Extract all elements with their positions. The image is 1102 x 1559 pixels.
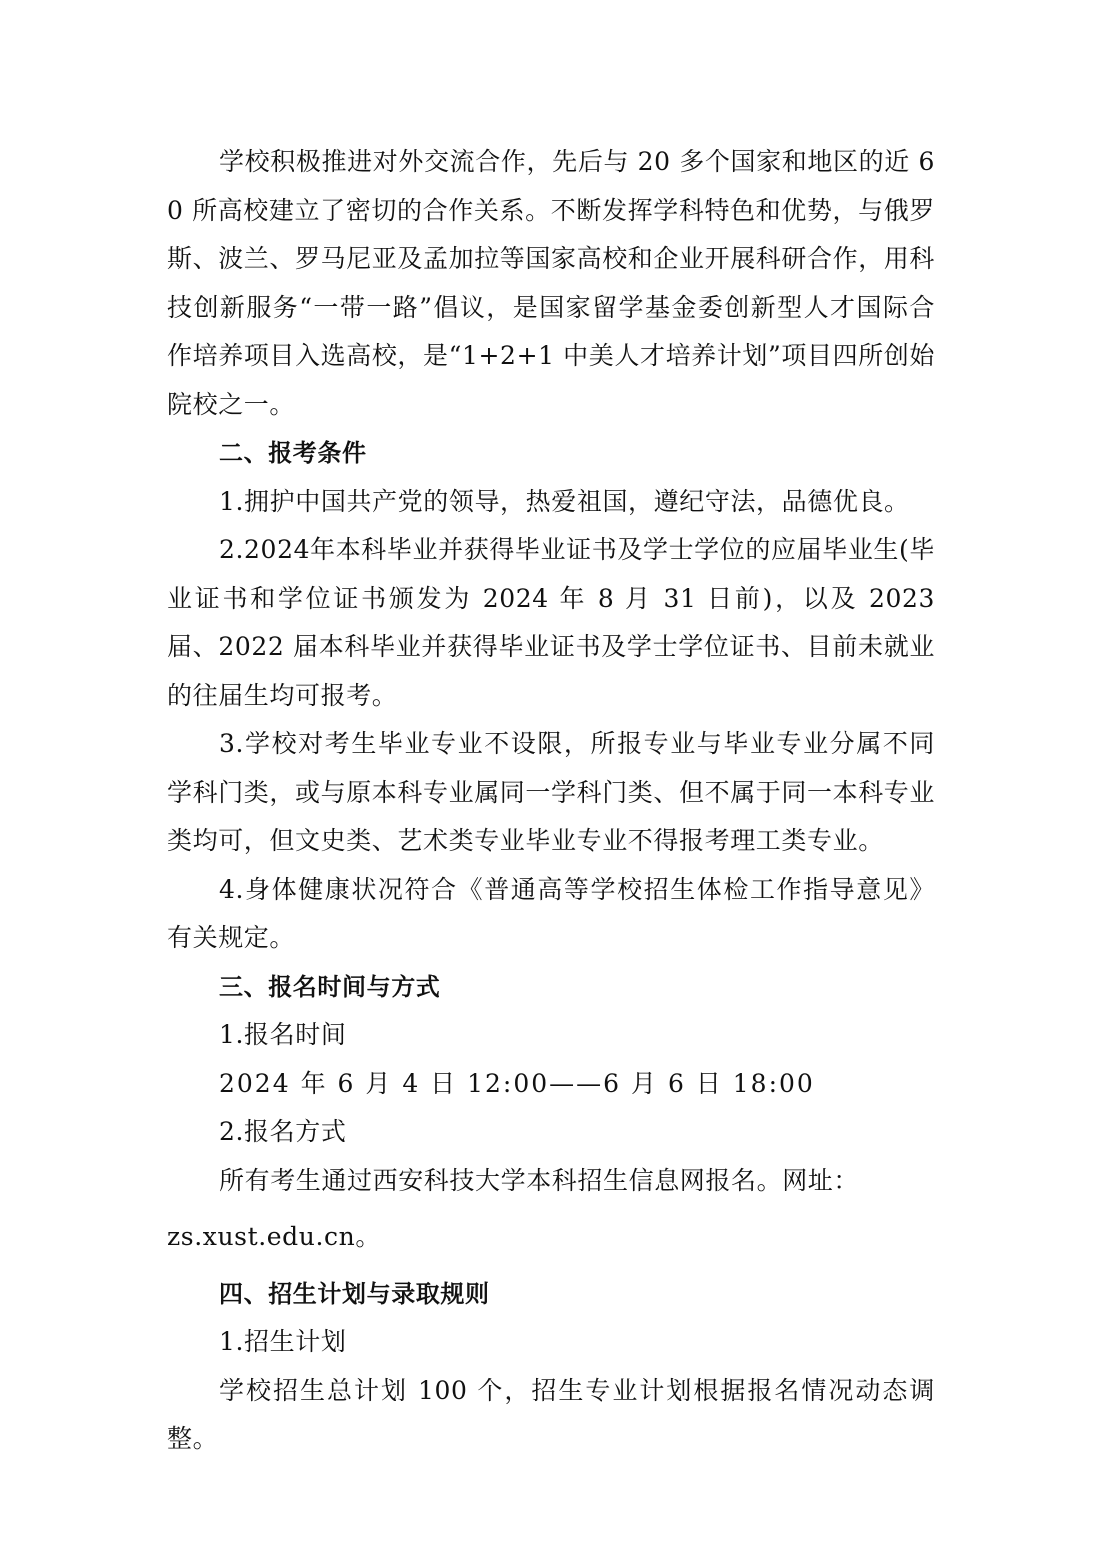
enrollment-plan-text: 学校招生总计划 100 个，招生专业计划根据报名情况动态调整。 — [167, 1375, 935, 1453]
eligibility-item-4: 4.身体健康状况符合《普通高等学校招生体检工作指导意见》有关规定。 — [167, 874, 935, 952]
paragraph-international-exchange: 学校积极推进对外交流合作，先后与 20 多个国家和地区的近 60 所高校建立了密切的合作关系。不断发挥学科特色和优势，与俄罗斯、波兰、罗马尼亚及孟加拉等国家高校和企业开展科研合作，用科技创新服务“一带一路”倡议，是国家留学基金委创新型人才国际合作培养项目入选高校，是“1+2+1 中美人才培养计划”项目四所创始院校之一。 — [167, 147, 936, 419]
registration-time-value: 2024 年 6 月 4 日 12:00——6 月 6 日 18:00 — [219, 1068, 815, 1098]
eligibility-item-1: 1.拥护中国共产党的领导，热爱祖国，遵纪守法，品德优良。 — [219, 486, 910, 516]
document-body — [167, 138, 935, 1464]
enrollment-plan-title: 1.招生计划 — [219, 1327, 347, 1356]
registration-time-title: 1.报名时间 — [219, 1020, 347, 1049]
section-heading-enrollment-plan: 四、招生计划与录取规则 — [219, 1279, 490, 1308]
registration-method-text: 所有考生通过西安科技大学本科招生信息网报名。网址： — [219, 1165, 860, 1195]
eligibility-item-3: 3.学校对考生毕业专业不设限，所报专业与毕业专业分属不同学科门类，或与原本科专业属同一学科门类、但不属于同一本科专业类均可，但文史类、艺术类专业毕业专业不得报考理工类专业。 — [167, 729, 936, 855]
registration-method-title: 2.报名方式 — [219, 1117, 347, 1146]
section-heading-registration: 三、报名时间与方式 — [219, 972, 441, 1001]
section-heading-eligibility: 二、报考条件 — [219, 439, 367, 467]
eligibility-item-2: 2.2024年本科毕业并获得毕业证书及学士学位的应届毕业生(毕业证书和学位证书颁发为 2024 年 8 月 31 日前)，以及 2023 届、2022 届本科毕业并获得毕业证书及学士学位证书、目前未就业的往届生均可报考。 — [167, 535, 935, 710]
registration-url: zs.xust.edu.cn。 — [167, 1222, 381, 1251]
